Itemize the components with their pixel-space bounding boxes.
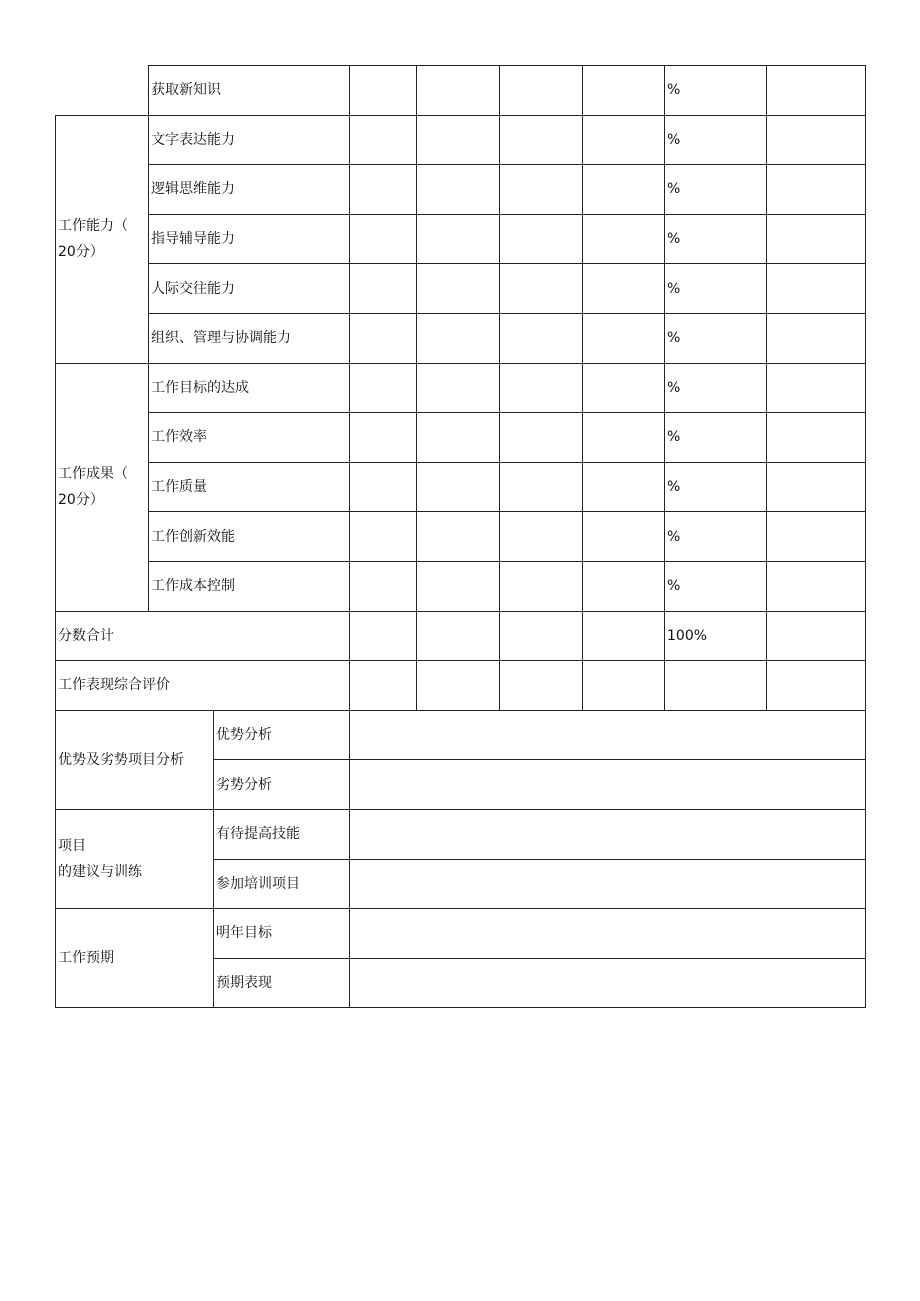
table-row <box>56 165 866 215</box>
category-line: 的建议与训练 <box>58 864 142 880</box>
score-cell[interactable] <box>767 363 866 413</box>
weight-cell: % <box>665 66 767 116</box>
score-cell[interactable] <box>583 561 665 611</box>
score-cell[interactable] <box>500 561 583 611</box>
score-cell[interactable] <box>417 313 500 363</box>
table-row <box>56 66 866 116</box>
total-label: 分数合计 <box>56 611 350 661</box>
item-label: 组织、管理与协调能力 <box>149 313 350 363</box>
score-cell[interactable] <box>350 611 417 661</box>
weight-cell: % <box>665 115 767 165</box>
score-cell[interactable] <box>767 561 866 611</box>
score-cell[interactable] <box>417 661 500 711</box>
score-cell[interactable] <box>417 165 500 215</box>
item-label: 工作质量 <box>149 462 350 512</box>
category-expectation: 工作预期 <box>56 909 214 1008</box>
score-cell[interactable] <box>583 661 665 711</box>
score-cell[interactable] <box>500 165 583 215</box>
item-label: 人际交往能力 <box>149 264 350 314</box>
score-cell[interactable] <box>767 512 866 562</box>
weight-cell: % <box>665 561 767 611</box>
text-entry-cell[interactable] <box>350 909 866 959</box>
category-line: 项目 <box>58 838 86 854</box>
category-training <box>56 809 214 908</box>
score-cell[interactable] <box>583 264 665 314</box>
sub-label: 参加培训项目 <box>214 859 350 909</box>
score-cell[interactable] <box>665 661 767 711</box>
score-cell[interactable] <box>583 66 665 116</box>
score-cell[interactable] <box>767 165 866 215</box>
score-cell[interactable] <box>500 66 583 116</box>
score-cell[interactable] <box>350 462 417 512</box>
sub-label: 优势分析 <box>214 710 350 760</box>
weight-cell: % <box>665 462 767 512</box>
score-cell[interactable] <box>417 561 500 611</box>
score-cell[interactable] <box>350 313 417 363</box>
text-entry-cell[interactable] <box>350 958 866 1008</box>
table-row <box>56 512 866 562</box>
table-row <box>56 909 866 959</box>
evaluation-table <box>55 65 866 1008</box>
score-cell[interactable] <box>767 214 866 264</box>
table-row <box>56 264 866 314</box>
score-cell[interactable] <box>500 512 583 562</box>
table-row <box>56 214 866 264</box>
score-cell[interactable] <box>767 661 866 711</box>
score-cell[interactable] <box>500 462 583 512</box>
score-cell[interactable] <box>583 214 665 264</box>
score-cell[interactable] <box>583 313 665 363</box>
category-results <box>56 363 149 611</box>
item-label: 工作目标的达成 <box>149 363 350 413</box>
score-cell[interactable] <box>417 214 500 264</box>
score-cell[interactable] <box>417 462 500 512</box>
score-cell[interactable] <box>500 115 583 165</box>
text-entry-cell[interactable] <box>350 760 866 810</box>
weight-cell: % <box>665 214 767 264</box>
item-label: 工作效率 <box>149 413 350 463</box>
score-cell[interactable] <box>500 214 583 264</box>
score-cell[interactable] <box>417 115 500 165</box>
score-cell[interactable] <box>417 512 500 562</box>
score-cell[interactable] <box>500 661 583 711</box>
score-cell[interactable] <box>350 413 417 463</box>
score-cell[interactable] <box>500 363 583 413</box>
table-row <box>56 413 866 463</box>
score-cell[interactable] <box>767 611 866 661</box>
score-cell[interactable] <box>417 363 500 413</box>
score-cell[interactable] <box>583 165 665 215</box>
item-label: 文字表达能力 <box>149 115 350 165</box>
item-label: 工作成本控制 <box>149 561 350 611</box>
score-cell[interactable] <box>767 264 866 314</box>
score-cell[interactable] <box>350 512 417 562</box>
score-cell[interactable] <box>417 66 500 116</box>
sub-label: 有待提高技能 <box>214 809 350 859</box>
table-row <box>56 363 866 413</box>
weight-cell: % <box>665 165 767 215</box>
score-cell[interactable] <box>350 115 417 165</box>
category-line: 工作能力（ <box>58 218 128 235</box>
text-entry-cell[interactable] <box>350 859 866 909</box>
score-cell[interactable] <box>583 115 665 165</box>
table-row <box>56 809 866 859</box>
table-row <box>56 115 866 165</box>
sub-label: 预期表现 <box>214 958 350 1008</box>
category-line: 20分） <box>58 492 104 509</box>
score-cell[interactable] <box>583 512 665 562</box>
overall-eval-label: 工作表现综合评价 <box>56 661 350 711</box>
category-line: 20分） <box>58 244 104 261</box>
score-cell[interactable] <box>350 264 417 314</box>
score-cell[interactable] <box>767 313 866 363</box>
table-row <box>56 661 866 711</box>
item-label: 工作创新效能 <box>149 512 350 562</box>
total-percent: 100% <box>665 611 767 661</box>
score-cell[interactable] <box>500 611 583 661</box>
score-cell[interactable] <box>583 462 665 512</box>
weight-cell: % <box>665 512 767 562</box>
category-line: 工作成果（ <box>58 466 128 483</box>
category-strengths: 优势及劣势项目分析 <box>56 710 214 809</box>
score-cell[interactable] <box>500 413 583 463</box>
table-row <box>56 462 866 512</box>
table-row <box>56 561 866 611</box>
item-label: 逻辑思维能力 <box>149 165 350 215</box>
score-cell[interactable] <box>583 413 665 463</box>
empty-category-cell <box>56 66 149 116</box>
score-cell[interactable] <box>350 165 417 215</box>
table-row <box>56 611 866 661</box>
score-cell[interactable] <box>350 66 417 116</box>
item-label: 指导辅导能力 <box>149 214 350 264</box>
score-cell[interactable] <box>350 561 417 611</box>
weight-cell: % <box>665 313 767 363</box>
score-cell[interactable] <box>500 313 583 363</box>
score-cell[interactable] <box>767 115 866 165</box>
text-entry-cell[interactable] <box>350 710 866 760</box>
score-cell[interactable] <box>500 264 583 314</box>
weight-cell: % <box>665 264 767 314</box>
sub-label: 明年目标 <box>214 909 350 959</box>
category-ability <box>56 115 149 363</box>
table-row <box>56 710 866 760</box>
score-cell[interactable] <box>767 462 866 512</box>
table-row <box>56 313 866 363</box>
sub-label: 劣势分析 <box>214 760 350 810</box>
score-cell[interactable] <box>417 413 500 463</box>
score-cell[interactable] <box>767 66 866 116</box>
score-cell[interactable] <box>767 413 866 463</box>
score-cell[interactable] <box>350 363 417 413</box>
score-cell[interactable] <box>350 661 417 711</box>
score-cell[interactable] <box>350 214 417 264</box>
score-cell[interactable] <box>583 363 665 413</box>
weight-cell: % <box>665 363 767 413</box>
weight-cell: % <box>665 413 767 463</box>
text-entry-cell[interactable] <box>350 809 866 859</box>
score-cell[interactable] <box>583 611 665 661</box>
score-cell[interactable] <box>417 264 500 314</box>
score-cell[interactable] <box>417 611 500 661</box>
item-label: 获取新知识 <box>149 66 350 116</box>
